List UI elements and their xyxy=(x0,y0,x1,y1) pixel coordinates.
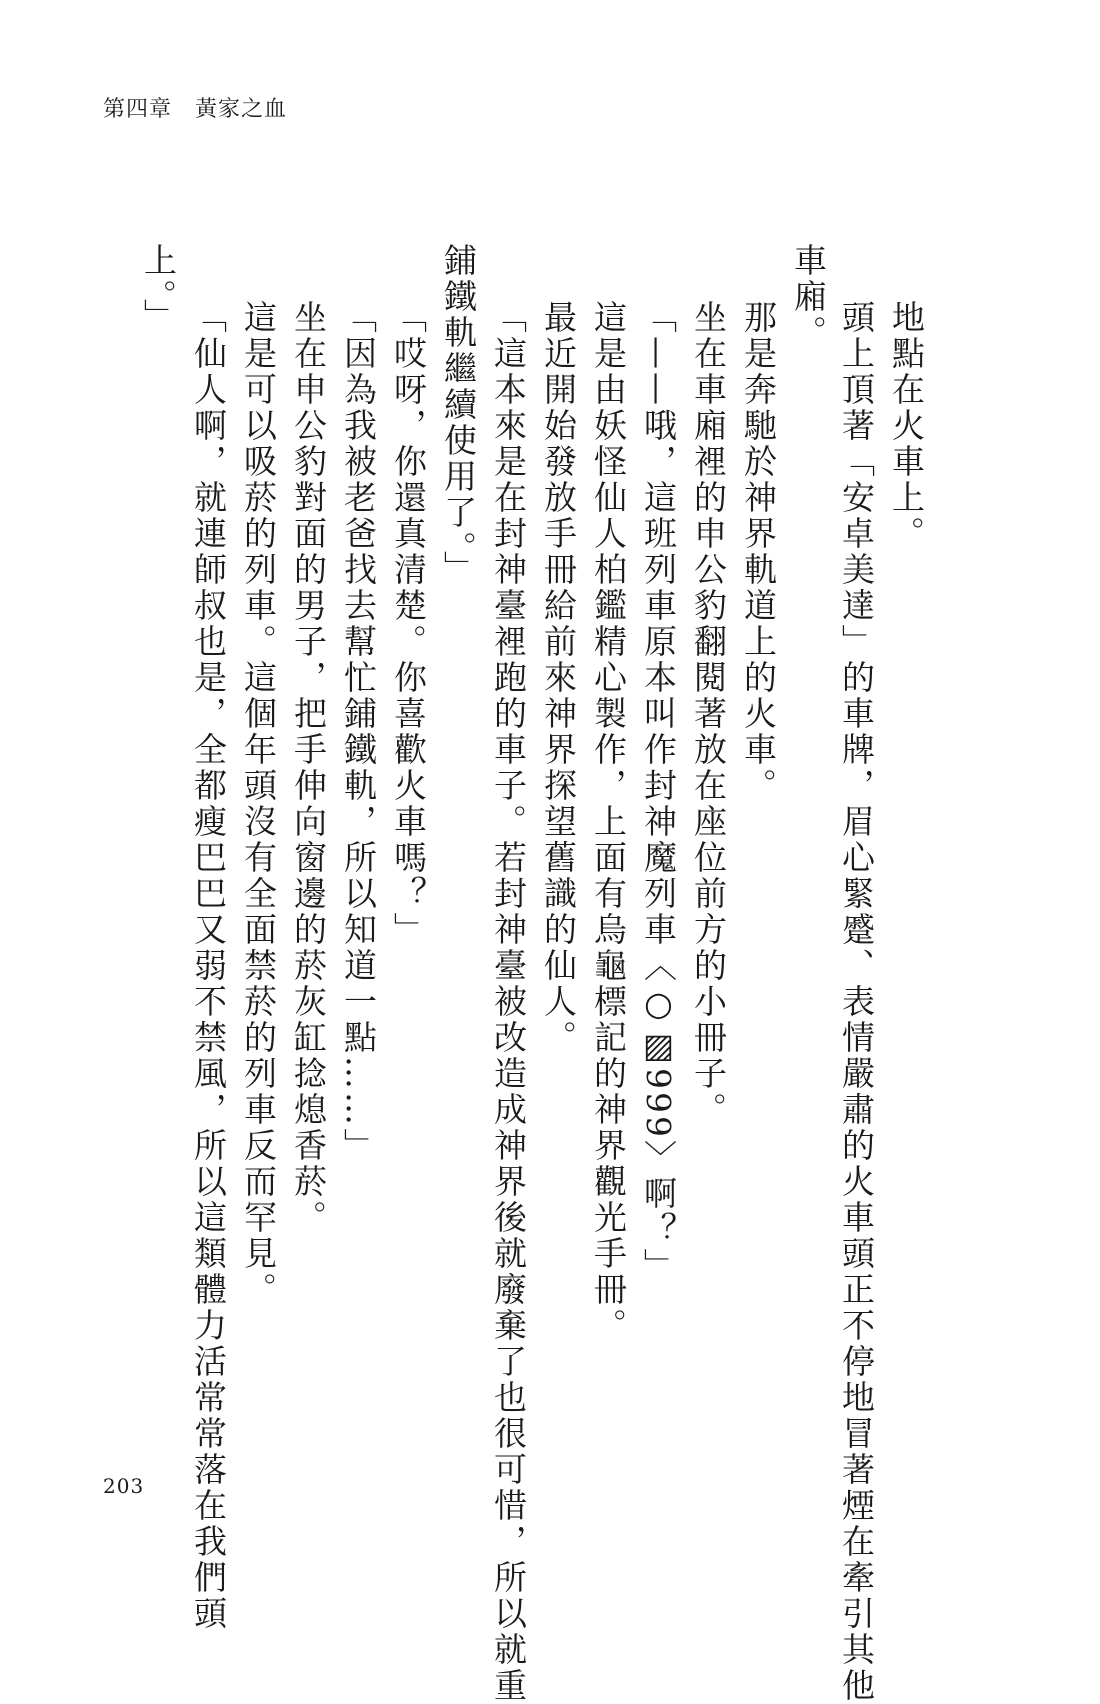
page-number: 203 xyxy=(103,1474,145,1498)
chapter-header: 第四章 黃家之血 xyxy=(103,97,288,122)
text-column: 坐在申公豹對面的男子，把手伸向窗邊的菸灰缸捻熄香菸。 xyxy=(289,300,328,1236)
text-column: 那是奔馳於神界軌道上的火車。 xyxy=(739,300,778,804)
text-column: 坐在車廂裡的申公豹翻閱著放在座位前方的小冊子。 xyxy=(689,300,728,1128)
text-column: 最近開始發放手冊給前來神界探望舊識的仙人。 xyxy=(539,300,578,1056)
text-column: 「哎呀，你還真清楚。你喜歡火車嗎？」 xyxy=(389,300,428,948)
text-column: 這是可以吸菸的列車。這個年頭沒有全面禁菸的列車反而罕見。 xyxy=(239,300,278,1308)
text-column: 這是由妖怪仙人柏鑑精心製作，上面有烏龜標記的神界觀光手冊。 xyxy=(589,300,628,1344)
text-column: 上。」 xyxy=(139,243,178,335)
text-column: 「因為我被老爸找去幫忙鋪鐵軌，所以知道一點……」 xyxy=(339,300,378,1164)
text-column: 頭上頂著「安卓美達」的車牌，眉心緊蹙、表情嚴肅的火車頭正不停地冒著煙在牽引其他 xyxy=(837,300,876,1704)
text-column: 「——哦，這班列車原本叫作封神魔列車〈○▨999〉啊？」 xyxy=(639,300,678,1284)
text-column: 「這本來是在封神臺裡跑的車子。若封神臺被改造成神界後就廢棄了也很可惜，所以就重 xyxy=(489,300,528,1704)
text-column: 鋪鐵軌繼續使用了。」 xyxy=(439,243,478,587)
text-column: 地點在火車上。 xyxy=(887,300,926,552)
text-column: 車廂。 xyxy=(789,243,828,351)
text-column: 「仙人啊，就連師叔也是，全都瘦巴巴又弱不禁風，所以這類體力活常常落在我們頭 xyxy=(189,300,228,1632)
